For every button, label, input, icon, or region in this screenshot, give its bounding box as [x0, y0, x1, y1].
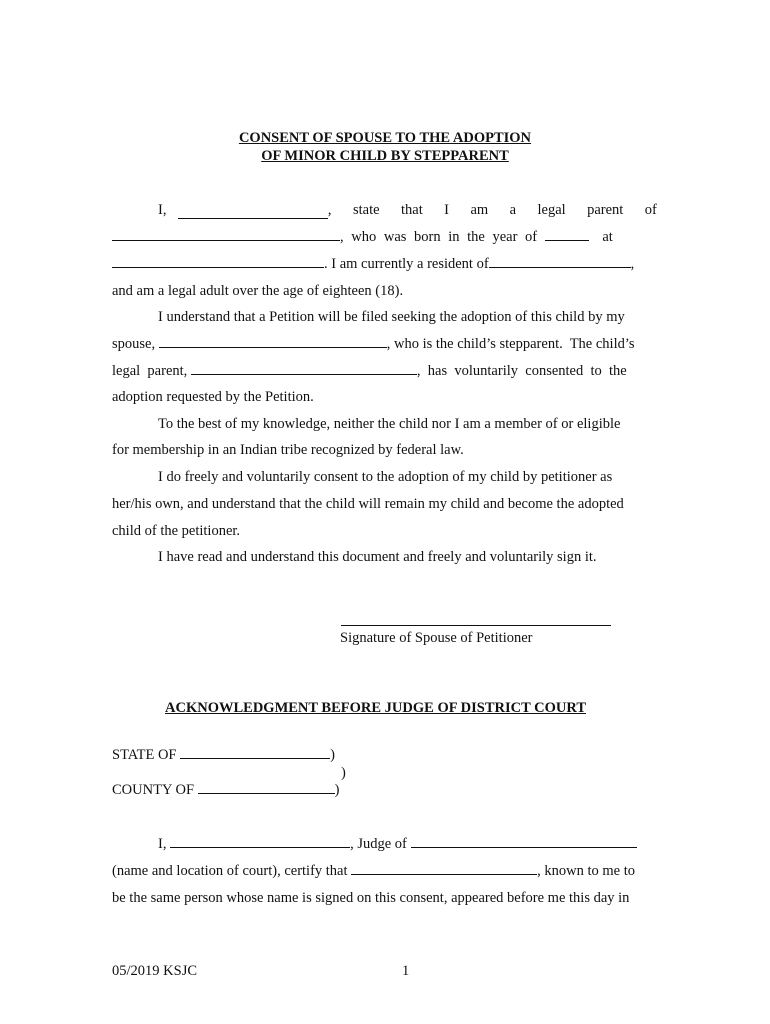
ack-line1	[158, 835, 657, 853]
legal-parent-blank[interactable]	[191, 362, 417, 375]
ack-title: ACKNOWLEDGMENT BEFORE JUDGE OF DISTRICT COURT	[165, 700, 586, 716]
state-line	[112, 746, 657, 764]
spouse-name-blank[interactable]	[159, 335, 387, 348]
birth-year-blank[interactable]	[545, 228, 589, 241]
p3-line1: To the best of my knowledge, neither the child nor I am a member of or eligible	[158, 416, 621, 432]
document-title-line2: OF MINOR CHILD BY STEPPARENT	[261, 148, 509, 164]
person-name-blank[interactable]	[351, 862, 537, 875]
ack-line2-b: , known to me to	[537, 863, 636, 879]
p1-line3-comma: ,	[630, 256, 635, 272]
paren: )	[330, 747, 335, 763]
p2-line3-b: , has voluntarily consented to the	[416, 363, 627, 379]
signature-label: Signature of Spouse of Petitioner	[340, 630, 533, 646]
p1-word: of	[644, 202, 657, 218]
paren-middle: )	[341, 765, 346, 781]
residence-blank[interactable]	[489, 255, 631, 268]
p2-line2-a: spouse,	[112, 336, 156, 352]
p1-word: I,	[158, 202, 167, 218]
court-blank[interactable]	[411, 835, 637, 848]
p2-line3	[112, 362, 657, 380]
signature-line[interactable]	[341, 625, 611, 626]
p1-line3	[112, 255, 657, 273]
ack-line2	[112, 862, 657, 880]
p2-line4: adoption requested by the Petition.	[112, 389, 314, 405]
birthplace-blank[interactable]	[112, 255, 324, 268]
p1-word: legal	[537, 202, 566, 218]
p5-line1: I have read and understand this document and freely and voluntarily sign it.	[158, 549, 597, 565]
document-title-line1: CONSENT OF SPOUSE TO THE ADOPTION	[238, 130, 532, 146]
p2-line2-b: , who is the child’s stepparent. The child’s	[386, 336, 635, 352]
paren: )	[334, 782, 340, 798]
state-blank[interactable]	[180, 746, 330, 759]
p4-line2: her/his own, and understand that the child will remain my child and become the adopted	[112, 496, 624, 512]
p2-line3-a: legal parent,	[112, 363, 188, 379]
page-number: 1	[402, 963, 410, 979]
state-label: STATE OF	[112, 747, 177, 763]
p1-line2-at: at	[602, 229, 613, 245]
county-label: COUNTY OF	[112, 782, 195, 798]
p1-line3-text: . I am currently a resident of	[324, 256, 489, 272]
p3-line2: for membership in an Indian tribe recognized by federal law.	[112, 442, 464, 458]
p1-word: a	[509, 202, 517, 218]
p1-word: am	[470, 202, 489, 218]
judge-name-blank[interactable]	[170, 835, 350, 848]
ack-line1-a: I,	[158, 836, 167, 852]
p4-line1: I do freely and voluntarily consent to the adoption of my child by petitioner as	[158, 469, 613, 485]
p1-line4: and am a legal adult over the age of eighteen (18).	[112, 283, 404, 299]
county-blank[interactable]	[198, 781, 335, 794]
ack-line3: be the same person whose name is signed on this consent, appeared before me this day in	[112, 890, 630, 906]
ack-line2-a: (name and location of court), certify that	[112, 863, 348, 879]
ack-line1-b: , Judge of	[350, 836, 407, 852]
p1-line1	[158, 201, 657, 219]
parent-name-blank[interactable]	[178, 206, 328, 219]
p1-line2-text: , who was born in the year of	[340, 229, 538, 245]
child-name-blank[interactable]	[112, 228, 340, 241]
p1-word: that	[400, 202, 423, 218]
county-line	[112, 781, 657, 799]
p2-line1: I understand that a Petition will be filed seeking the adoption of this child by my	[158, 309, 625, 325]
p1-line2	[112, 228, 657, 246]
p2-line2	[112, 335, 657, 353]
p1-word: I	[444, 202, 450, 218]
p4-line3: child of the petitioner.	[112, 523, 241, 539]
p1-blank-group: ,	[178, 201, 332, 219]
footer-date-code: 05/2019 KSJC	[112, 963, 198, 979]
p1-word: state	[352, 202, 380, 218]
p1-word: parent	[587, 202, 624, 218]
